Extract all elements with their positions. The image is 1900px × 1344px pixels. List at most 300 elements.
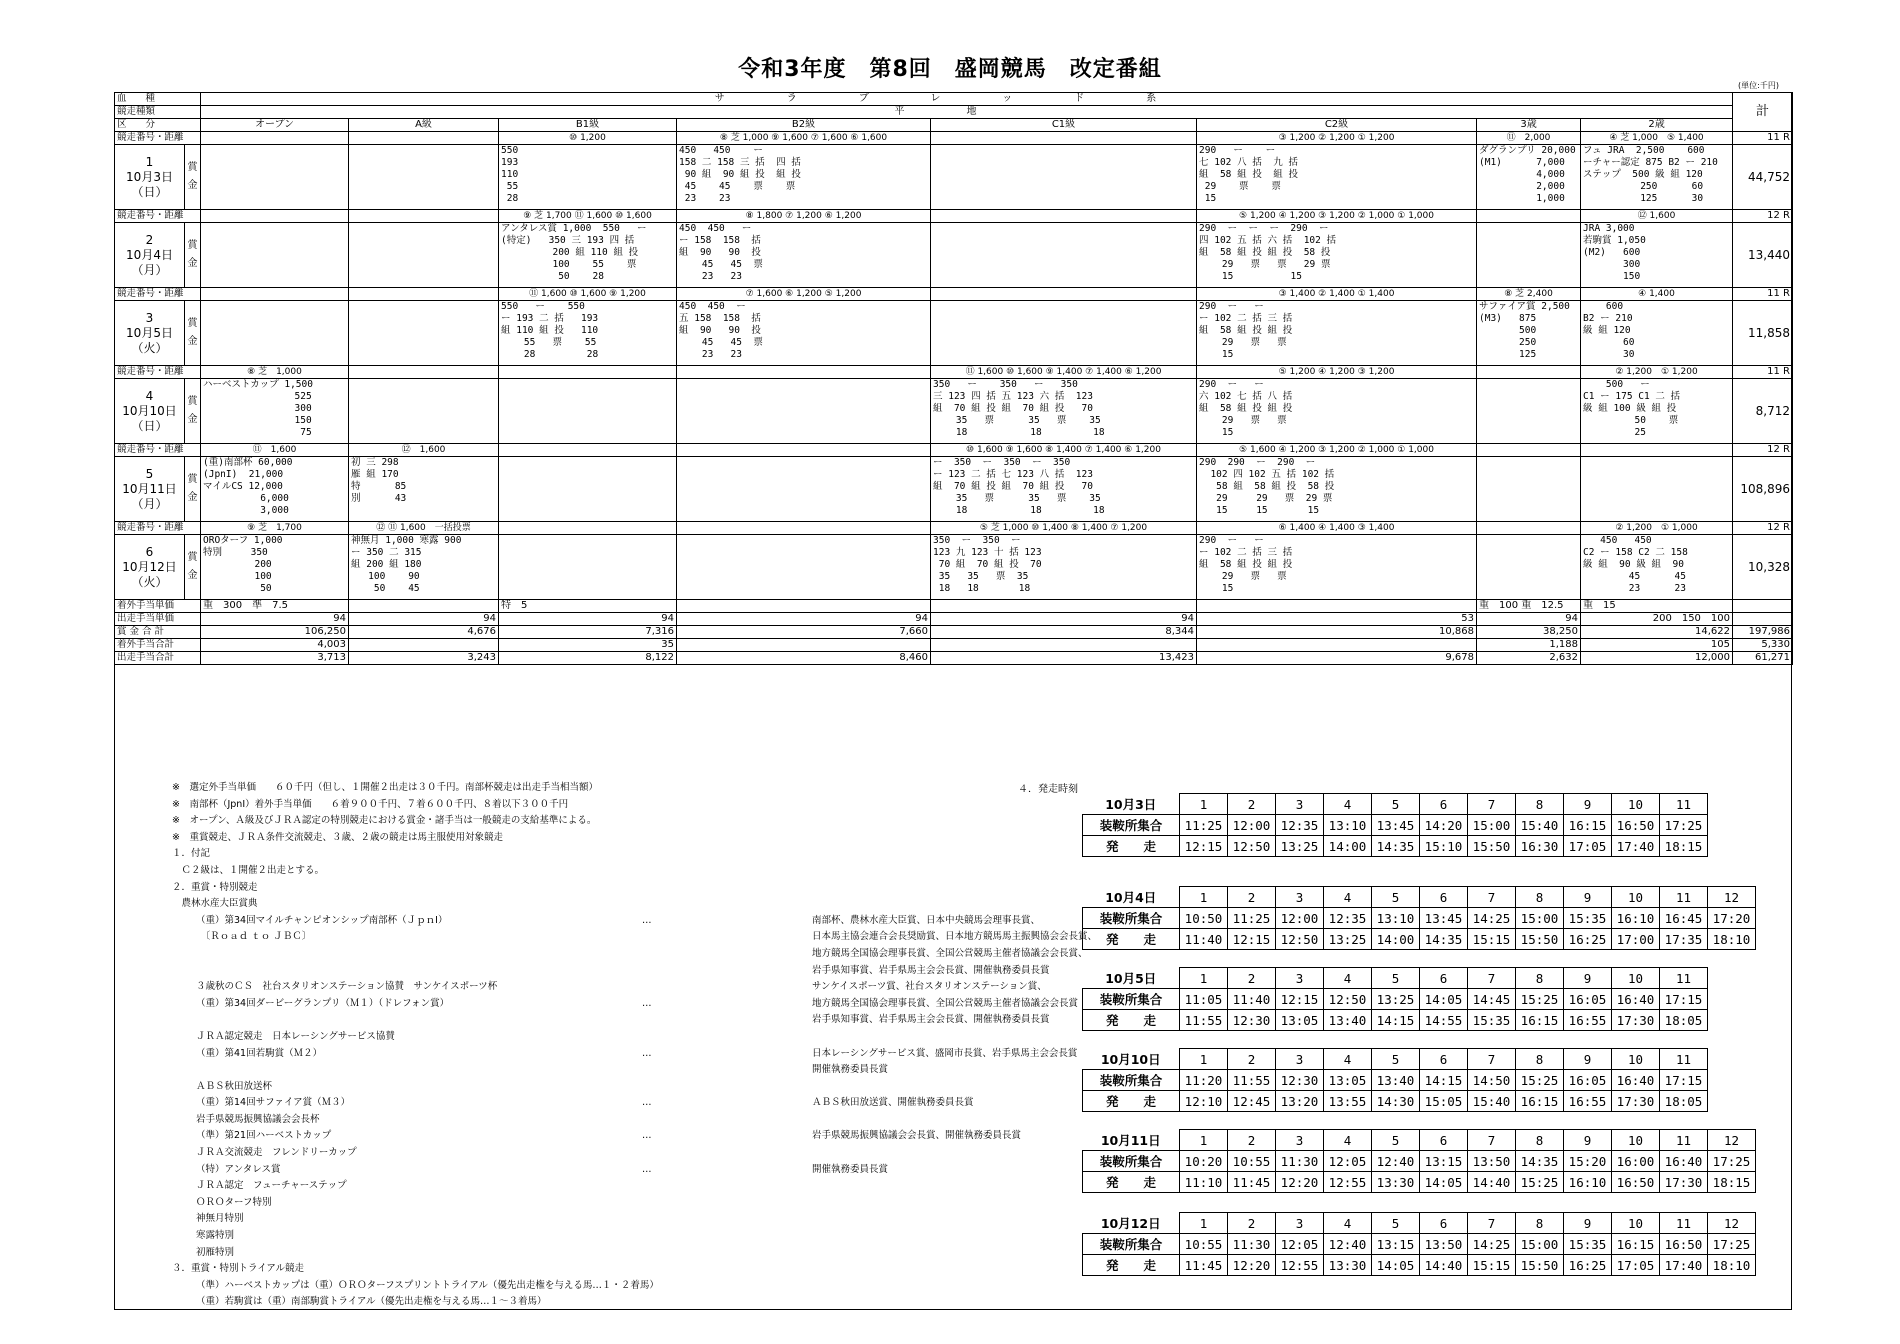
money-label: 金 — [187, 492, 198, 503]
day-total: 8,712 — [1733, 379, 1793, 444]
race-no-label: 競走番号・距離 — [115, 288, 201, 301]
day-dow: （火） — [131, 574, 168, 589]
schedule-cell: 1 — [1180, 794, 1228, 815]
schedule-row-label: 発 走 — [1083, 836, 1180, 857]
schedule-cell: 18:05 — [1660, 1091, 1708, 1112]
schedule-row-label: 10月5日 — [1105, 970, 1157, 986]
schedule-cell: 6 — [1420, 1130, 1468, 1151]
schedule-cell: 17:35 — [1660, 929, 1708, 950]
race-count: 11 R — [1733, 366, 1793, 379]
prize-row — [115, 457, 1793, 522]
prize-cell — [1477, 535, 1581, 600]
prize-cell — [1581, 223, 1733, 288]
prize-cell — [931, 457, 1197, 522]
schedule-cell: 2 — [1228, 1049, 1276, 1070]
schedule-cell: 14:25 — [1468, 908, 1516, 929]
footer-cell: 3,243 — [349, 652, 499, 665]
prize-cell — [201, 457, 349, 522]
race-note — [172, 1178, 1012, 1195]
schedule-cell: 15:50 — [1516, 1255, 1564, 1276]
note-line: 農林水産大臣賞典 — [172, 898, 258, 910]
prize-cell — [1581, 379, 1733, 444]
schedule-row-label: 発 走 — [1083, 1010, 1180, 1031]
distance-cell: ⑧ 芝 2,400 — [1477, 288, 1581, 301]
footer-cell: 8,460 — [677, 652, 931, 665]
distance-row — [115, 366, 1793, 379]
schedule-cell: 5 — [1372, 887, 1420, 908]
schedule-cell: 10 — [1612, 887, 1660, 908]
prize-row — [115, 223, 1793, 288]
class-label: 区 分 — [115, 119, 201, 132]
schedule-cell: 13:30 — [1372, 1172, 1420, 1193]
schedule-cell: 11 — [1660, 1049, 1708, 1070]
distance-cell — [1581, 444, 1733, 457]
distance-cell: ⑫ ⑪ 1,600 一括投票 — [349, 522, 499, 535]
schedule-cell: 11 — [1660, 1130, 1708, 1151]
schedule-cell: 4 — [1324, 887, 1372, 908]
note-line: ※ 選定外手当単価 ６０千円（但し、１開催２出走は３０千円。南部杯競走は出走手当相当額） — [172, 782, 598, 793]
distance-cell — [931, 210, 1197, 223]
prize-amounts: 290 ー ー 七 102 八 括 九 括 組 58 組 投 組 投 29 票 票 15 — [1199, 145, 1298, 204]
footer-cell: 35 — [499, 639, 677, 652]
schedule-cell: 14:25 — [1468, 1234, 1516, 1255]
prize-amounts: 350 ー 350 ー 123 九 123 十 括 123 70 組 70 組 投 70 35 35 票 35 18 18 18 — [933, 535, 1042, 594]
race-note-name — [172, 948, 196, 959]
distance-cell — [349, 210, 499, 223]
distance-cell: ② 1,200 ① 1,200 — [1581, 366, 1733, 379]
footer-cell: 106,250 — [201, 626, 349, 639]
day-date: 10月10日 — [122, 403, 177, 418]
distance-row — [115, 288, 1793, 301]
schedule-cell: 14:45 — [1468, 989, 1516, 1010]
day-dow: （月） — [131, 496, 168, 511]
prize-amounts: 290 ー ー ー 102 二 括 三 括 組 58 組 投 組 投 29 票 票 15 — [1199, 301, 1293, 360]
schedule-cell: 16:15 — [1516, 1091, 1564, 1112]
schedule-row-label: 10月10日 — [1100, 1051, 1161, 1067]
day-cell — [115, 145, 185, 210]
schedule-cell: 14:30 — [1372, 1091, 1420, 1112]
distance-cell: ⑨ 芝 1,700 ⑪ 1,600 ⑩ 1,600 — [499, 210, 677, 223]
unit-note: (単位:千円) — [1738, 81, 1779, 90]
schedule-cell: 6 — [1420, 1213, 1468, 1234]
schedule-cell: 17:15 — [1660, 1070, 1708, 1091]
schedule-row-label: 装鞍所集合 — [1083, 1070, 1180, 1091]
prize-amounts: 550 193 110 55 28 — [501, 145, 519, 204]
schedule-table — [1082, 967, 1708, 1031]
race-note-name: 神無月特別 — [196, 1213, 244, 1225]
prize-cell — [499, 535, 677, 600]
schedule-title: ４．発走時刻 — [1018, 784, 1078, 795]
prize-cell — [1581, 145, 1733, 210]
distance-cell: ⑪ 1,600 ⑩ 1,600 ⑨ 1,200 — [499, 288, 677, 301]
race-note-name: （重）第34回ダービーグランプリ（Ｍ１）（ドレフォン賞） — [196, 997, 450, 1009]
schedule-cell: 16:50 — [1612, 815, 1660, 836]
race-note-dots: … — [642, 914, 652, 926]
schedule-cell: 12 — [1708, 887, 1756, 908]
schedule-row-label: 装鞍所集合 — [1083, 815, 1180, 836]
schedule-cell: 1 — [1180, 1130, 1228, 1151]
schedule-cell: 13:55 — [1324, 1091, 1372, 1112]
race-note — [172, 1046, 1078, 1063]
schedule-cell: 7 — [1468, 1130, 1516, 1151]
schedule-cell: 15:35 — [1564, 908, 1612, 929]
schedule-cell: 17:05 — [1612, 1255, 1660, 1276]
footer-cell — [1197, 639, 1477, 652]
prize-cell — [931, 301, 1197, 366]
prize-cell — [677, 223, 931, 288]
schedule-cell: 16:10 — [1612, 908, 1660, 929]
footer-row — [115, 613, 1793, 626]
day-num: 4 — [145, 388, 154, 403]
prize-cell — [201, 379, 349, 444]
schedule-cell: 2 — [1228, 968, 1276, 989]
footer-total: 61,271 — [1733, 652, 1793, 665]
distance-row — [115, 522, 1793, 535]
prize-cell — [349, 145, 499, 210]
schedule-cell: 13:45 — [1420, 908, 1468, 929]
schedule-cell: 13:10 — [1372, 908, 1420, 929]
footer-cell: 1,188 — [1477, 639, 1581, 652]
schedule-cell: 16:25 — [1564, 929, 1612, 950]
prize-money-label — [185, 379, 201, 444]
schedule-cell: 12:05 — [1276, 1234, 1324, 1255]
schedule-row-label: 発 走 — [1083, 929, 1180, 950]
race-note-dots: … — [642, 1047, 652, 1059]
distance-cell: ⑩ 1,600 ⑨ 1,600 ⑧ 1,400 ⑦ 1,400 ⑥ 1,200 — [931, 444, 1197, 457]
schedule-cell: 10:20 — [1180, 1151, 1228, 1172]
distance-cell — [499, 366, 677, 379]
day-total: 44,752 — [1733, 145, 1793, 210]
distance-cell: ④ 芝 1,000 ⑤ 1,400 — [1581, 132, 1733, 145]
footer-total: 197,986 — [1733, 626, 1793, 639]
race-note-dots: … — [642, 1130, 652, 1142]
schedule-row — [1083, 989, 1708, 1010]
race-note-name: 寒露特別 — [196, 1230, 235, 1242]
footer-cell: 94 — [349, 613, 499, 626]
distance-cell: ⑫ 1,600 — [349, 444, 499, 457]
prize-label: 賞 — [187, 474, 198, 485]
distance-cell: ⑩ 1,200 — [499, 132, 677, 145]
race-note-name: ＪＲＡ認定競走 日本レーシングサービス協賛 — [196, 1030, 395, 1042]
footer-cell — [931, 600, 1197, 613]
day-num: 1 — [145, 154, 154, 169]
schedule-cell: 17:25 — [1708, 1234, 1756, 1255]
schedule-cell: 16:10 — [1564, 1172, 1612, 1193]
prize-cell — [677, 457, 931, 522]
note-line: ※ オープン、Ａ級及びＪＲＡ認定の特別競走における賞金・諸手当は一般競走の支給基準による。 — [172, 815, 597, 827]
prize-cell — [1581, 301, 1733, 366]
prize-amounts: フュ JRA 2,500 600 ーチャー認定 875 B2 ー 210 ステップ 500 級 組 120 250 60 125 30 — [1583, 145, 1718, 204]
day-total: 10,328 — [1733, 535, 1793, 600]
schedule-cell: 15:00 — [1516, 908, 1564, 929]
schedule-cell: 11:40 — [1180, 929, 1228, 950]
schedule-cell: 15:10 — [1420, 836, 1468, 857]
schedule-row — [1083, 929, 1756, 950]
class-header: B2級 — [677, 119, 931, 132]
schedule-cell: 12:15 — [1276, 989, 1324, 1010]
prize-money-label — [185, 223, 201, 288]
footer-cell — [677, 639, 931, 652]
prize-money-label — [185, 301, 201, 366]
schedule-cell: 13:05 — [1324, 1070, 1372, 1091]
prize-money-label — [185, 145, 201, 210]
schedule-cell: 18:10 — [1708, 1255, 1756, 1276]
footer-cell: 10,868 — [1197, 626, 1477, 639]
race-note-awards: 地方競馬全国協会理事長賞、全国公営競馬主催者協議会会長賞、 — [812, 947, 1088, 959]
footer-cell: 8,122 — [499, 652, 677, 665]
note-line: ※ 重賞競走、ＪＲＡ条件交流競走、３歳、２歳の競走は馬主服使用対象競走 — [172, 831, 503, 843]
class-header: 2歳 — [1581, 119, 1733, 132]
schedule-cell: 11:25 — [1228, 908, 1276, 929]
prize-amounts: OROターフ 1,000 特別 350 200 100 50 — [203, 535, 283, 594]
schedule-cell: 4 — [1324, 1130, 1372, 1151]
race-count: 12 R — [1733, 444, 1793, 457]
prize-cell — [1197, 145, 1477, 210]
schedule-cell: 17:20 — [1708, 908, 1756, 929]
race-note — [172, 929, 1098, 946]
prize-money-label — [185, 457, 201, 522]
schedule-cell: 17:25 — [1660, 815, 1708, 836]
distance-cell — [201, 288, 349, 301]
distance-cell: ⑤ 1,200 ④ 1,200 ③ 1,200 ② 1,000 ① 1,000 — [1197, 210, 1477, 223]
race-note — [172, 1128, 1022, 1145]
schedule-cell: 8 — [1516, 794, 1564, 815]
prize-amounts: 450 450 ー 五 158 158 括 組 90 90 投 45 45 票 23 23 — [679, 301, 763, 360]
prize-label: 賞 — [187, 396, 198, 407]
schedule-cell: 14:35 — [1372, 836, 1420, 857]
note-line: Ｃ２級は、１開催２出走とする。 — [172, 864, 325, 876]
race-note-awards: 岩手県知事賞、岩手県馬主会会長賞、開催執務委員長賞 — [812, 964, 1050, 976]
race-no-label: 競走番号・距離 — [115, 366, 201, 379]
schedule-cell: 11:05 — [1180, 989, 1228, 1010]
schedule-cell: 15:00 — [1468, 815, 1516, 836]
footer-cell: 重 15 — [1581, 600, 1733, 613]
schedule-cell: 7 — [1468, 1213, 1516, 1234]
race-count: 12 R — [1733, 210, 1793, 223]
prize-label: 賞 — [187, 552, 198, 563]
prize-amounts: 450 450 ー ー 158 158 括 組 90 90 投 45 45 票 23 23 — [679, 223, 763, 282]
race-note-awards: 岩手県知事賞、岩手県馬主会会長賞、開催執務委員長賞 — [812, 1014, 1050, 1026]
prize-amounts: 神無月 1,000 寒露 900 ー 350 二 315 組 200 組 180 100 90 50 45 — [351, 535, 462, 594]
prize-cell — [931, 379, 1197, 444]
total-header: 計 — [1733, 93, 1793, 132]
prize-cell — [1581, 535, 1733, 600]
race-note-name — [172, 1014, 196, 1025]
schedule-cell: 12 — [1708, 1213, 1756, 1234]
schedule-cell: 12:05 — [1324, 1151, 1372, 1172]
footer-cell: 8,344 — [931, 626, 1197, 639]
race-type-row — [115, 106, 1793, 119]
schedule-cell: 12:50 — [1228, 836, 1276, 857]
schedule-cell: 3 — [1276, 1049, 1324, 1070]
distance-cell: ④ 1,400 — [1581, 288, 1733, 301]
schedule-cell: 10:55 — [1228, 1151, 1276, 1172]
footer-cell: 94 — [499, 613, 677, 626]
money-label: 金 — [187, 570, 198, 581]
schedule-cell: 11:30 — [1228, 1234, 1276, 1255]
schedule-cell: 7 — [1468, 1049, 1516, 1070]
prize-row — [115, 301, 1793, 366]
schedule-cell: 15:50 — [1468, 836, 1516, 857]
race-note — [172, 1079, 1012, 1096]
schedule-row — [1083, 1255, 1756, 1276]
schedule-cell: 6 — [1420, 1049, 1468, 1070]
money-label: 金 — [187, 180, 198, 191]
prize-cell — [1197, 379, 1477, 444]
breed-row-value: サラブレッド系 — [201, 93, 1733, 106]
schedule-cell: 16:00 — [1612, 1151, 1660, 1172]
schedule-cell: 14:15 — [1420, 1070, 1468, 1091]
distance-cell — [1477, 444, 1581, 457]
footer-cell: 12,000 — [1581, 652, 1733, 665]
race-note — [172, 1112, 1012, 1129]
distance-cell: ⑦ 1,600 ⑥ 1,200 ⑤ 1,200 — [677, 288, 931, 301]
race-note-awards: サンケイスポーツ賞、社台スタリオンステーション賞、 — [812, 981, 1047, 993]
schedule-cell: 12:45 — [1228, 1091, 1276, 1112]
footer-row — [115, 600, 1793, 613]
money-label: 金 — [187, 258, 198, 269]
schedule-cell: 5 — [1372, 1213, 1420, 1234]
footer-cell: 重 100 重 12.5 — [1477, 600, 1581, 613]
schedule-cell: 11:30 — [1276, 1151, 1324, 1172]
distance-cell: ⑧ 1,800 ⑦ 1,200 ⑥ 1,200 — [677, 210, 931, 223]
prize-amounts: 350 ー 350 ー 350 三 123 四 括 五 123 六 括 123 組 70 組 投 組 70 組 投 70 35 票 35 票 35 18 18 18 — [933, 379, 1105, 438]
race-note-name: （重）第14回サファイア賞（Ｍ３） — [196, 1097, 351, 1109]
distance-cell: ③ 1,400 ② 1,400 ① 1,400 — [1197, 288, 1477, 301]
prize-cell — [1477, 457, 1581, 522]
schedule-cell: 16:50 — [1660, 1234, 1708, 1255]
prize-cell — [499, 223, 677, 288]
distance-cell — [349, 288, 499, 301]
prize-amounts: 450 450 ー 158 二 158 三 括 四 括 90 組 90 組 投 組 投 45 45 票 票 23 23 — [679, 145, 801, 204]
schedule-cell: 14:05 — [1420, 989, 1468, 1010]
schedule-cell: 15:25 — [1516, 989, 1564, 1010]
schedule-cell: 13:25 — [1372, 989, 1420, 1010]
footer-cell: 4,003 — [201, 639, 349, 652]
schedule-cell: 13:15 — [1420, 1151, 1468, 1172]
schedule-cell: 16:15 — [1564, 815, 1612, 836]
prize-money-label — [185, 535, 201, 600]
schedule-cell: 15:25 — [1516, 1172, 1564, 1193]
footer-total: 5,330 — [1733, 639, 1793, 652]
schedule-cell: 14:40 — [1468, 1172, 1516, 1193]
page-title: 令和3年度 第8回 盛岡競馬 改定番組 — [738, 57, 1162, 82]
race-note-name: ＯＲＯターフ特別 — [196, 1196, 272, 1208]
schedule-cell: 8 — [1516, 1049, 1564, 1070]
race-note — [172, 946, 1088, 963]
schedule-cell: 13:20 — [1276, 1091, 1324, 1112]
schedule-cell: 16:40 — [1612, 989, 1660, 1010]
schedule-row-label: 装鞍所集合 — [1083, 1234, 1180, 1255]
schedule-cell: 5 — [1372, 794, 1420, 815]
race-note-awards: 日本レーシングサービス賞、盛岡市長賞、岩手県馬主会会長賞 — [812, 1047, 1078, 1059]
footer-label: 賞 金 合 計 — [115, 626, 201, 639]
race-note-name: ＡＢＳ秋田放送杯 — [196, 1080, 273, 1092]
race-note-name: 初雁特別 — [196, 1246, 235, 1258]
footer-total — [1733, 613, 1793, 626]
day-num: 5 — [145, 466, 154, 481]
schedule-cell: 5 — [1372, 968, 1420, 989]
schedule-cell: 11:45 — [1228, 1172, 1276, 1193]
schedule-cell: 13:50 — [1420, 1234, 1468, 1255]
prize-amounts: 550 ー 550 ー 193 二 括 193 組 110 組 投 110 55 票 55 28 28 — [501, 301, 599, 360]
schedule-cell: 12:15 — [1180, 836, 1228, 857]
class-header: C1級 — [931, 119, 1197, 132]
schedule-cell: 8 — [1516, 887, 1564, 908]
schedule-cell: 9 — [1564, 968, 1612, 989]
day-total: 11,858 — [1733, 301, 1793, 366]
race-note-name: 〔Ｒｏａｄ ｔｏ ＪＢＣ〕 — [196, 931, 312, 943]
race-note — [172, 1228, 1012, 1245]
distance-row — [115, 132, 1793, 145]
footer-cell — [1197, 600, 1477, 613]
schedule-cell: 12 — [1708, 1130, 1756, 1151]
schedule-row — [1083, 968, 1708, 989]
day-date: 10月5日 — [126, 325, 173, 340]
schedule-cell: 16:45 — [1660, 908, 1708, 929]
race-no-label: 競走番号・距離 — [115, 522, 201, 535]
schedule-cell: 13:50 — [1468, 1151, 1516, 1172]
distance-cell: ⑧ 芝 1,000 ⑨ 1,600 ⑦ 1,600 ⑥ 1,600 — [677, 132, 931, 145]
schedule-cell: 6 — [1420, 968, 1468, 989]
day-date: 10月12日 — [122, 559, 177, 574]
race-note-name — [172, 965, 196, 976]
prize-cell — [931, 145, 1197, 210]
prize-amounts: ダグランプリ 20,000 (M1) 7,000 4,000 2,000 1,000 — [1479, 145, 1576, 204]
schedule-cell: 10:50 — [1180, 908, 1228, 929]
schedule-cell: 13:10 — [1324, 815, 1372, 836]
race-no-label: 競走番号・距離 — [115, 444, 201, 457]
race-note-name: （重）第34回マイルチャンピオンシップ南部杯（ＪｐｎⅠ） — [196, 914, 448, 926]
distance-cell — [201, 210, 349, 223]
race-count: 12 R — [1733, 522, 1793, 535]
prize-cell — [677, 301, 931, 366]
day-num: 3 — [145, 310, 154, 325]
schedule-cell: 16:55 — [1564, 1010, 1612, 1031]
schedule-cell: 15:25 — [1516, 1070, 1564, 1091]
prize-cell — [201, 223, 349, 288]
prize-cell — [677, 535, 931, 600]
schedule-cell: 17:40 — [1612, 836, 1660, 857]
day-date: 10月11日 — [122, 481, 177, 496]
schedule-cell: 8 — [1516, 968, 1564, 989]
schedule-cell: 11:45 — [1180, 1255, 1228, 1276]
schedule-cell: 16:30 — [1516, 836, 1564, 857]
schedule-cell: 1 — [1180, 1049, 1228, 1070]
schedule-cell: 13:40 — [1324, 1010, 1372, 1031]
trial-heading: ３．重賞・特別トライアル競走 — [172, 1263, 305, 1275]
day-total: 108,896 — [1733, 457, 1793, 522]
day-dow: （日） — [131, 184, 168, 199]
prize-amounts: 初 三 298 雁 組 170 特 85 別 43 — [351, 457, 407, 504]
race-note — [172, 979, 1047, 996]
breed-row-label: 血 種 — [115, 93, 201, 106]
schedule-cell: 3 — [1276, 968, 1324, 989]
schedule-cell: 10 — [1612, 1049, 1660, 1070]
distance-cell — [931, 132, 1197, 145]
race-type-row-value: 平地 — [201, 106, 1733, 119]
prize-cell — [349, 535, 499, 600]
race-note-dots: … — [642, 997, 652, 1009]
footer-row — [115, 639, 1793, 652]
schedule-cell: 16:15 — [1612, 1234, 1660, 1255]
day-dow: （日） — [131, 418, 168, 433]
schedule-row — [1083, 1151, 1756, 1172]
schedule-cell: 13:45 — [1372, 815, 1420, 836]
schedule-cell: 2 — [1228, 1213, 1276, 1234]
schedule-row-label: 装鞍所集合 — [1083, 908, 1180, 929]
footer-cell: 13,423 — [931, 652, 1197, 665]
